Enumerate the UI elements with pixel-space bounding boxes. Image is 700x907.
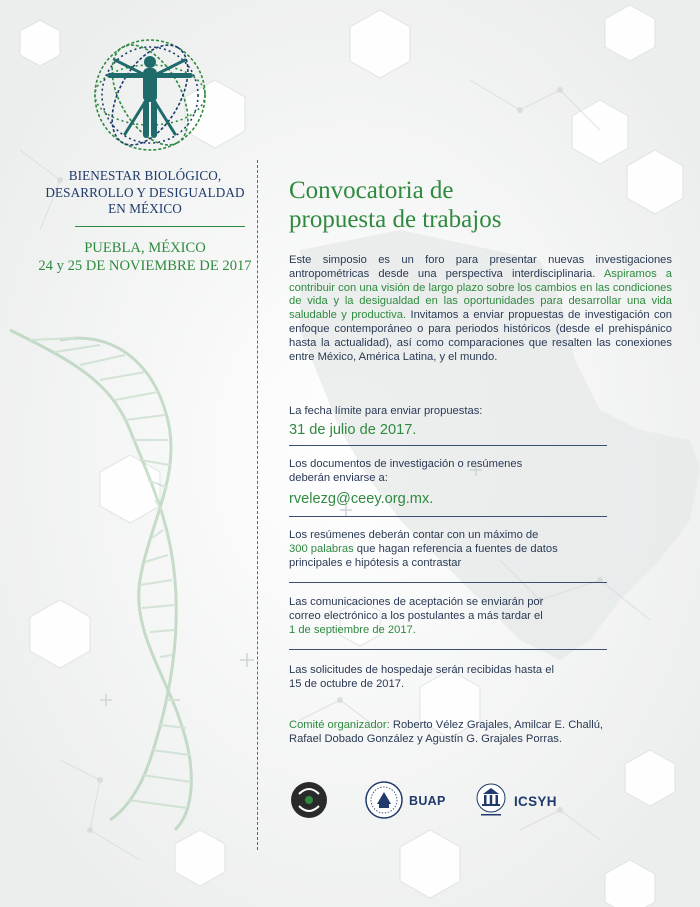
buap-seal-icon <box>364 778 404 822</box>
abstract-line <box>289 543 619 557</box>
event-title-line: EN MÉXICO <box>108 201 182 216</box>
section-rule <box>289 445 607 446</box>
section-rule <box>289 649 607 650</box>
event-dates: 24 y 25 DE NOVIEMBRE DE 2017 <box>38 257 252 274</box>
ceey-logo-icon <box>289 780 329 820</box>
intro-part: Invitamos a enviar propuestas de investigación con enfoque contemporáneo o para periodos históricos (desde el prehispánico hasta la actualidad), así como comparaciones que resalten las conexiones entre México, América Latina, y el mundo. <box>289 309 672 363</box>
abstract-line-rest: que hagan referencia a fuentes de datos <box>353 542 558 555</box>
committee-line <box>289 719 649 733</box>
acceptance-line: correo electrónico a los postulantes a más tardar el <box>289 609 543 622</box>
icsyh-building-icon <box>475 782 507 818</box>
abstract-line: principales e hipótesis a contrastar <box>289 556 462 569</box>
lodging-date: 15 de octubre de 2017. <box>289 677 405 690</box>
event-title-line: BIENESTAR BIOLÓGICO, <box>68 168 222 183</box>
buap-wordmark: BUAP <box>409 794 446 808</box>
section-rule <box>289 582 607 583</box>
intro-part: Este simposio es un foro para presentar nuevas investigaciones antropométricas desde una perspectiva interdisciplinaria. <box>289 254 672 280</box>
intro-paragraph <box>289 254 672 364</box>
committee-block <box>289 719 649 747</box>
main-title-line: propuesta de trabajos <box>289 206 502 233</box>
abstract-line: Los resúmenes deberán contar con un máximo de <box>289 529 539 541</box>
section-rule <box>289 516 607 517</box>
sponsor-logos <box>289 775 589 835</box>
committee-names: Roberto Vélez Grajales, Amilcar E. Challú, <box>389 719 604 731</box>
submission-email-link[interactable]: rvelezg@ceey.org.mx. <box>289 490 434 507</box>
left-column <box>30 0 260 907</box>
main-title-line: Convocatoria de <box>289 177 454 204</box>
send-label-line: deberán enviarse a: <box>289 471 388 484</box>
vitruvian-dna-logo-icon <box>85 30 215 160</box>
deadline-value: 31 de julio de 2017. <box>289 421 417 438</box>
event-place: PUEBLA, MÉXICO <box>84 240 206 256</box>
send-block <box>289 458 619 508</box>
acceptance-block <box>289 596 619 637</box>
lodging-line: Las solicitudes de hospedaje serán recibidas hasta el <box>289 664 554 676</box>
vertical-dashed-divider <box>257 160 258 850</box>
deadline-label: La fecha límite para enviar propuestas: <box>289 405 483 417</box>
event-title <box>30 168 260 218</box>
intro-part-highlight: Aspiramos a contribuir con una visión de largo plazo sobre los cambios en las condiciones de vida y la desigualdad en las oportunidades para desarrollar una vida saludable y productiva. <box>289 267 672 322</box>
committee-names: Rafael Dobado González y Agustín G. Grajales Porras. <box>289 732 562 745</box>
abstract-block <box>289 529 619 570</box>
event-title-line: DESARROLLO Y DESIGUALDAD <box>45 184 245 200</box>
event-location-dates <box>30 240 260 275</box>
main-title <box>289 176 679 234</box>
icsyh-wordmark: ICSYH <box>514 794 557 809</box>
acceptance-date: 1 de septiembre de 2017. <box>289 623 416 636</box>
send-label-line: Los documentos de investigación o resúmenes <box>289 458 523 470</box>
word-limit: 300 palabras <box>289 542 354 555</box>
title-divider <box>75 226 245 227</box>
lodging-block <box>289 664 619 692</box>
deadline-block <box>289 405 619 439</box>
acceptance-line: Las comunicaciones de aceptación se enviarán por <box>289 596 544 608</box>
committee-label: Comité organizador: <box>289 719 390 731</box>
